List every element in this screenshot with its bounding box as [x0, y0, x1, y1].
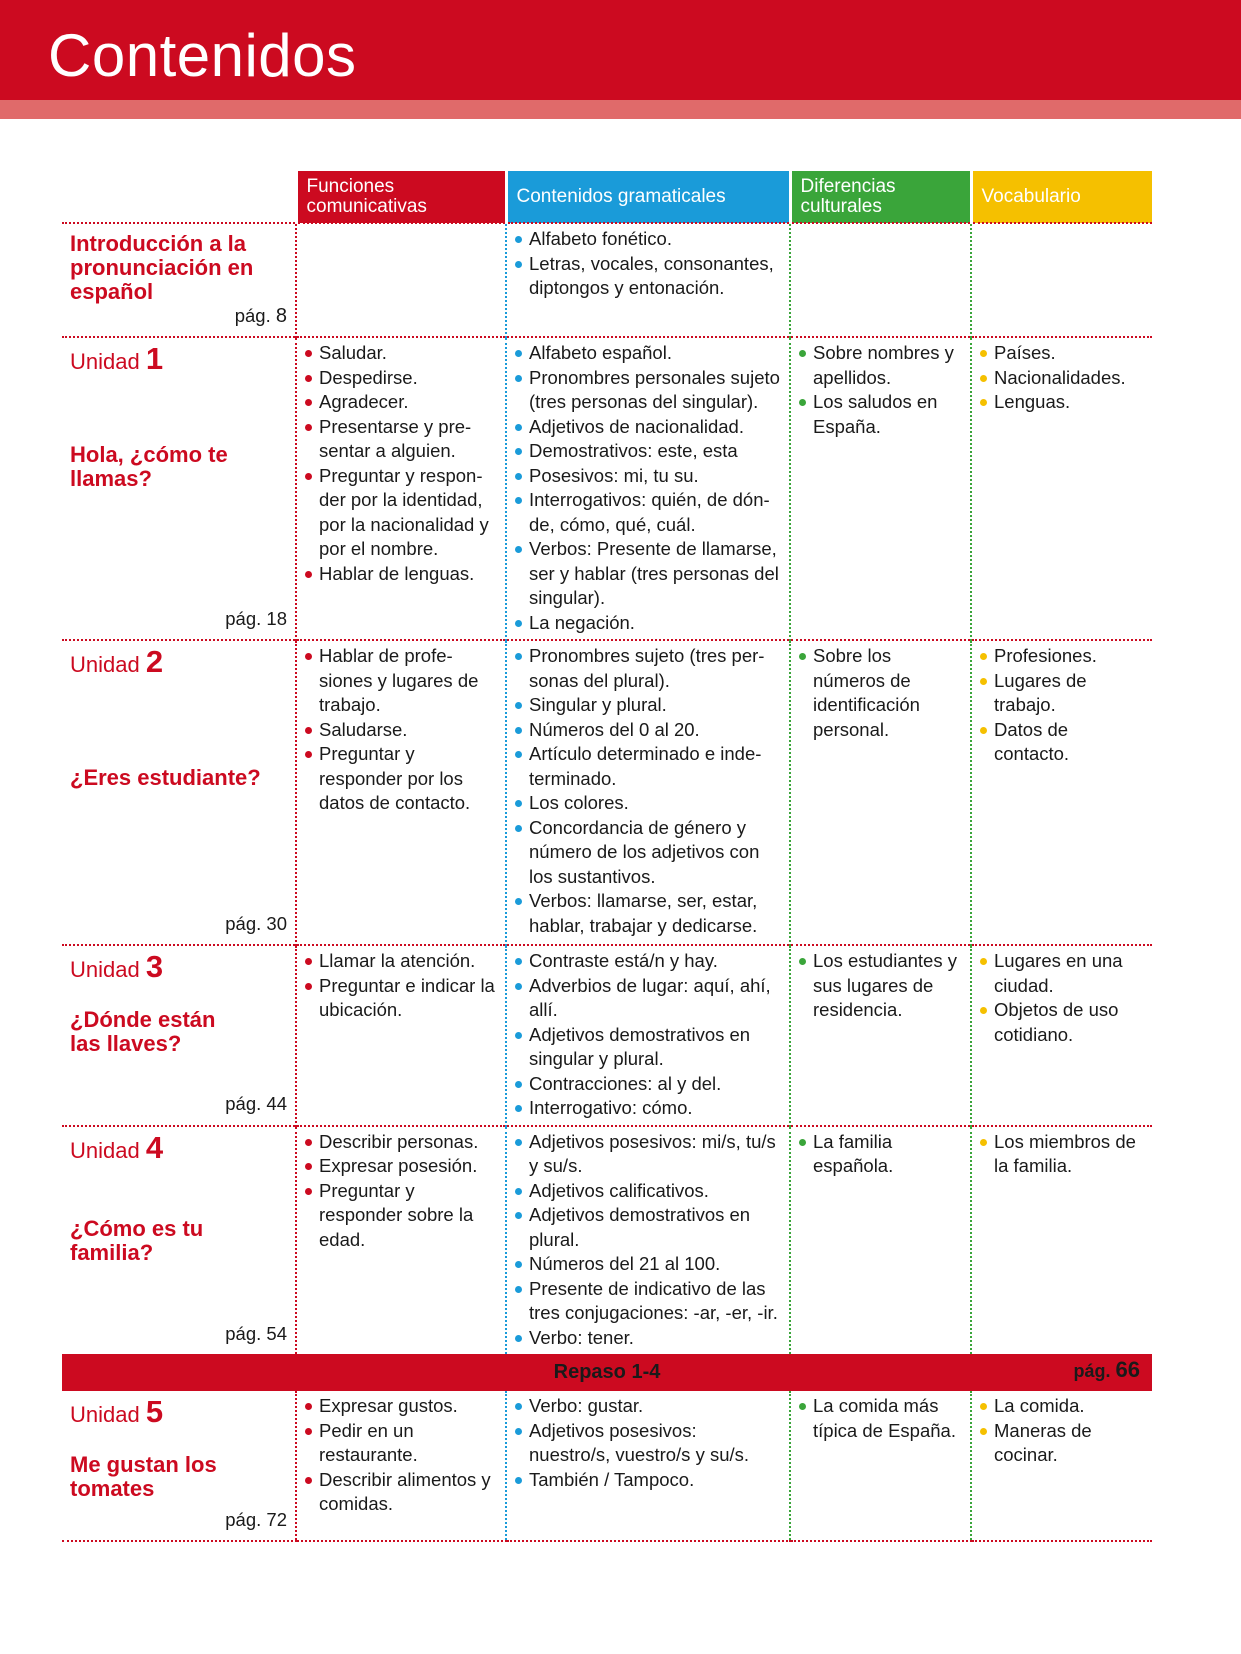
vocabulario-cell: [971, 640, 1152, 945]
unit-label: [70, 1394, 287, 1429]
cultura-cell: [790, 945, 971, 1126]
vocabulario-cell: [971, 223, 1152, 337]
list-item: Alfabeto español.: [515, 341, 781, 366]
list-item: Verbo: tener.: [515, 1326, 781, 1351]
list-item: La comida más típica de España.: [799, 1394, 962, 1443]
repaso-label: Repaso 1-4: [553, 1361, 661, 1383]
unit-title: ¿Cómo es tu familia?: [70, 1215, 204, 1265]
unit-title: ¿Dónde están las llaves?: [70, 1007, 216, 1056]
list-item: Describir alimentos y comidas.: [305, 1468, 497, 1517]
list-item: Demostrativos: este, esta: [515, 439, 781, 464]
list-item: Contracciones: al y del.: [515, 1072, 781, 1097]
funciones-cell: [296, 1391, 506, 1541]
header-gramatica: Contenidos gramaticales: [506, 171, 790, 223]
list-item: Preguntar y responder sobre la edad.: [305, 1179, 497, 1253]
funciones-cell: [296, 337, 506, 640]
list-item: Adverbios de lugar: aquí, ahí, allí.: [515, 974, 781, 1023]
page-number: 66: [1115, 1357, 1140, 1382]
list-item: Concordancia de género y número de los adjetivos con los sustantivos.: [515, 816, 781, 890]
unit-word: Unidad: [70, 957, 140, 982]
list-item: Preguntar y respon-der por la identidad, por la nacionalidad y por el nombre.: [305, 464, 497, 562]
list-item: Los estudiantes y sus lugares de residencia.: [799, 949, 962, 1023]
repaso-row: [62, 1354, 1152, 1391]
list-item: Lugares en una ciudad.: [980, 949, 1144, 998]
gramatica-cell: [506, 1391, 790, 1541]
unit-page: [225, 1322, 287, 1347]
funciones-cell: [296, 640, 506, 945]
list-item: Sobre nombres y apellidos.: [799, 341, 962, 390]
header-bar: [0, 0, 1241, 100]
page-title: Contenidos: [48, 22, 357, 89]
unit-word: Unidad: [70, 652, 140, 677]
list-item: Adjetivos posesivos: nuestro/s, vuestro/s y su/s.: [515, 1419, 781, 1468]
funciones-cell: [296, 945, 506, 1126]
unit-number: 1: [145, 341, 164, 376]
repaso-cell: [62, 1354, 1152, 1391]
page-label: pág.: [225, 912, 262, 934]
page-label: pág.: [225, 607, 262, 629]
funciones-cell: [296, 1126, 506, 1355]
list-item: Interrogativos: quién, de dón-de, cómo, qué, cuál.: [515, 488, 781, 537]
unit-number: 3: [145, 949, 164, 984]
page-number: 8: [275, 304, 287, 327]
vocabulario-cell: [971, 1126, 1152, 1355]
gramatica-cell: [506, 640, 790, 945]
table-row-intro: [62, 223, 1152, 337]
header-row: [62, 171, 1152, 223]
list-item: Preguntar e indicar la ubicación.: [305, 974, 497, 1023]
list-item: Interrogativo: cómo.: [515, 1096, 781, 1121]
list-item: Alfabeto fonético.: [515, 227, 781, 252]
unit-title: Me gustan los tomates: [70, 1452, 217, 1501]
unit-title: Hola, ¿cómo te llamas?: [70, 442, 228, 491]
intro-page: [235, 304, 287, 329]
list-item: Posesivos: mi, tu su.: [515, 464, 781, 489]
unit-label: [70, 1129, 287, 1165]
list-item: Saludarse.: [305, 718, 497, 743]
vocabulario-cell: [971, 337, 1152, 640]
list-item: Datos de contacto.: [980, 718, 1144, 767]
list-item: Lenguas.: [980, 390, 1144, 415]
list-item: Los miembros de la familia.: [980, 1130, 1144, 1179]
page-label: pág.: [234, 304, 271, 326]
gramatica-cell: [506, 1126, 790, 1355]
unit-page: [225, 1092, 287, 1117]
list-item: Artículo determinado e inde-terminado.: [515, 742, 781, 791]
list-item: Verbo: gustar.: [515, 1394, 781, 1419]
table-row-unit-1: [62, 337, 1152, 640]
cultura-cell: [790, 223, 971, 337]
list-item: Maneras de cocinar.: [980, 1419, 1144, 1468]
list-item: Profesiones.: [980, 644, 1144, 669]
unit-cell: [62, 1126, 296, 1355]
unit-number: 2: [145, 644, 164, 679]
unit-number: 4: [145, 1129, 164, 1165]
unit-word: Unidad: [70, 349, 140, 374]
unit-page: [225, 607, 287, 632]
unit-label: [70, 949, 287, 984]
intro-title: Introducción a la pronunciación en español: [70, 231, 254, 304]
list-item: Pedir en un restaurante.: [305, 1419, 497, 1468]
unit-cell: [62, 640, 296, 945]
list-item: Los colores.: [515, 791, 781, 816]
table-row-unit-4: [62, 1126, 1152, 1355]
cultura-cell: [790, 337, 971, 640]
unit-cell: [62, 1391, 296, 1541]
list-item: Lugares de trabajo.: [980, 669, 1144, 718]
list-item: Adjetivos calificativos.: [515, 1179, 781, 1204]
list-item: Letras, vocales, consonantes, diptongos y entonación.: [515, 252, 781, 301]
list-item: También / Tampoco.: [515, 1468, 781, 1493]
unit-title: ¿Eres estudiante?: [70, 765, 261, 790]
list-item: Adjetivos posesivos: mi/s, tu/s y su/s.: [515, 1130, 781, 1179]
unit-word: Unidad: [70, 1402, 140, 1427]
list-item: Números del 0 al 20.: [515, 718, 781, 743]
table-row-unit-2: [62, 640, 1152, 945]
list-item: Presente de indicativo de las tres conjugaciones: -ar, -er, -ir.: [515, 1277, 781, 1326]
unit-cell: [62, 337, 296, 640]
list-item: Pronombres sujeto (tres per-sonas del plural).: [515, 644, 781, 693]
vocabulario-cell: [971, 1391, 1152, 1541]
header-stripe: [0, 100, 1241, 119]
page-label: pág.: [1073, 1361, 1111, 1381]
list-item: Hablar de profe-siones y lugares de trabajo.: [305, 644, 497, 718]
gramatica-cell: [506, 223, 790, 337]
unit-label: [70, 644, 287, 679]
list-item: Expresar gustos.: [305, 1394, 497, 1419]
unit-number: 5: [145, 1394, 164, 1429]
page-number: 18: [266, 607, 287, 629]
list-item: Expresar posesión.: [305, 1154, 497, 1179]
list-item: Presentarse y pre-sentar a alguien.: [305, 415, 497, 464]
list-item: La comida.: [980, 1394, 1144, 1419]
list-item: Singular y plural.: [515, 693, 781, 718]
list-item: Agradecer.: [305, 390, 497, 415]
header-vocabulario: Vocabulario: [971, 171, 1152, 223]
repaso-page: [1073, 1358, 1140, 1384]
list-item: Hablar de lenguas.: [305, 562, 497, 587]
cultura-cell: [790, 640, 971, 945]
unit-cell-intro: [62, 223, 296, 337]
list-item: Números del 21 al 100.: [515, 1252, 781, 1277]
list-item: Objetos de uso cotidiano.: [980, 998, 1144, 1047]
page-number: 30: [266, 912, 287, 934]
list-item: Saludar.: [305, 341, 497, 366]
table-row-unit-5: [62, 1391, 1152, 1541]
vocabulario-cell: [971, 945, 1152, 1126]
page-label: pág.: [225, 1093, 262, 1114]
list-item: Contraste está/n y hay.: [515, 949, 781, 974]
list-item: Llamar la atención.: [305, 949, 497, 974]
gramatica-cell: [506, 945, 790, 1126]
list-item: Países.: [980, 341, 1144, 366]
list-item: La familia española.: [799, 1130, 962, 1179]
contents-table: [62, 171, 1152, 1542]
gramatica-cell: [506, 337, 790, 640]
table-row-unit-3: [62, 945, 1152, 1126]
list-item: Verbos: Presente de llamarse, ser y hablar (tres personas del singular).: [515, 537, 781, 611]
page-number: 44: [266, 1093, 287, 1114]
unit-word: Unidad: [70, 1137, 140, 1163]
list-item: Sobre los números de identificación personal.: [799, 644, 962, 742]
list-item: Preguntar y responder por los datos de contacto.: [305, 742, 497, 816]
list-item: Pronombres personales sujeto (tres personas del singular).: [515, 366, 781, 415]
page-label: pág.: [225, 1508, 262, 1530]
list-item: Describir personas.: [305, 1130, 497, 1155]
page-label: pág.: [225, 1322, 262, 1344]
cultura-cell: [790, 1126, 971, 1355]
unit-cell: [62, 945, 296, 1126]
funciones-cell: [296, 223, 506, 337]
list-item: Adjetivos demostrativos en plural.: [515, 1203, 781, 1252]
list-item: Adjetivos de nacionalidad.: [515, 415, 781, 440]
header-cultura: Diferencias culturales: [790, 171, 971, 223]
list-item: Los saludos en España.: [799, 390, 962, 439]
header-funciones: Funciones comunicativas: [296, 171, 506, 223]
list-item: Nacionalidades.: [980, 366, 1144, 391]
cultura-cell: [790, 1391, 971, 1541]
page-number: 54: [266, 1322, 287, 1344]
list-item: La negación.: [515, 611, 781, 636]
unit-page: [225, 912, 287, 937]
list-item: Adjetivos demostrativos en singular y plural.: [515, 1023, 781, 1072]
page-number: 72: [266, 1508, 287, 1530]
unit-label: [70, 341, 287, 376]
unit-page: [225, 1508, 287, 1533]
list-item: Despedirse.: [305, 366, 497, 391]
header-blank: [62, 171, 296, 223]
list-item: Verbos: llamarse, ser, estar, hablar, trabajar y dedicarse.: [515, 889, 781, 938]
